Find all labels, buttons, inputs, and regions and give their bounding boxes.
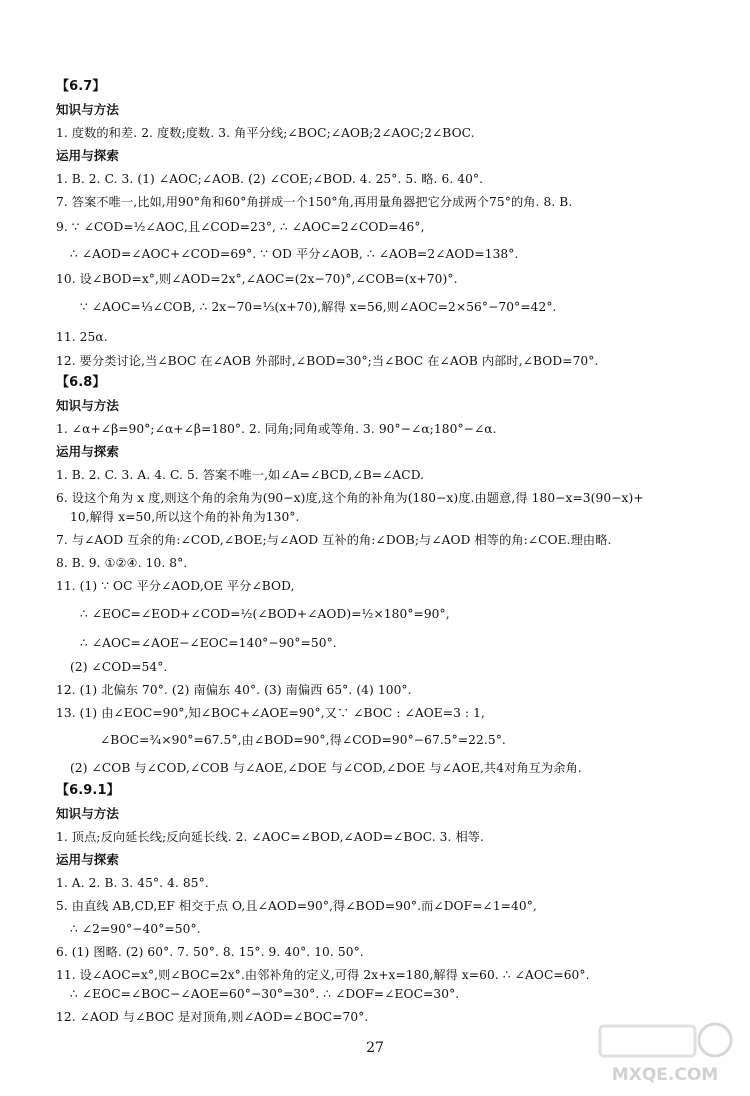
watermark-logo — [590, 1018, 740, 1088]
line-l3: 运用与探索 — [56, 148, 120, 163]
line-l15: 1. B. 2. C. 3. A. 4. C. 5. 答案不唯一,如∠A=∠BCD,∠B=∠ACD. — [56, 468, 425, 482]
line-l37: 12. ∠AOD 与∠BOC 是对顶角,则∠AOD=∠BOC=70°. — [56, 1010, 369, 1024]
line-l7: ∴ ∠AOD=∠AOC+∠COD=69°. ∵ OD 平分∠AOB, ∴ ∠AOB=2∠AOD=138°. — [70, 247, 519, 261]
line-l34: 6. (1) 图略. (2) 60°. 7. 50°. 8. 15°. 9. 40°. 10. 50°. — [56, 945, 364, 959]
line-l19: 8. B. 9. ①②④. 10. 8°. — [56, 556, 188, 570]
line-l16: 6. 设这个角为 x 度,则这个角的余角为(90−x)度,这个角的补角为(180−x)度.由题意,得 180−x=3(90−x)+ — [56, 491, 644, 505]
line-l2: 1. 度数的和差. 2. 度数;度数. 3. 角平分线;∠BOC;∠AOB;2∠AOC;2∠BOC. — [56, 126, 475, 140]
line-l22: ∴ ∠AOC=∠AOE−∠EOC=140°−90°=50°. — [80, 636, 337, 650]
line-l35: 11. 设∠AOC=x°,则∠BOC=2x°.由邻补角的定义,可得 2x+x=180,解得 x=60. ∴ ∠AOC=60°. — [56, 968, 590, 982]
line-l1: 知识与方法 — [56, 102, 120, 117]
line-l31: 1. A. 2. B. 3. 45°. 4. 85°. — [56, 876, 209, 890]
line-l23: (2) ∠COD=54°. — [70, 660, 168, 674]
line-l25: 13. (1) 由∠EOC=90°,知∠BOC+∠AOE=90°,又∵ ∠BOC : ∠AOE=3 : 1, — [56, 706, 485, 720]
line-l28: 知识与方法 — [56, 806, 120, 821]
line-l12: 知识与方法 — [56, 398, 120, 413]
line-l26: ∠BOC=¾×90°=67.5°,由∠BOD=90°,得∠COD=90°−67.5°=22.5°. — [100, 733, 506, 747]
line-l17: 10,解得 x=50,所以这个角的补角为130°. — [70, 510, 300, 524]
line-l32: 5. 由直线 AB,CD,EF 相交于点 O,且∠AOD=90°,得∠BOD=90°.而∠DOF=∠1=40°, — [56, 899, 537, 913]
line-l18: 7. 与∠AOD 互余的角:∠COD,∠BOE;与∠AOD 互补的角:∠DOB;与∠AOD 相等的角:∠COE.理由略. — [56, 533, 612, 547]
line-l5: 7. 答案不唯一,比如,用90°角和60°角拼成一个150°角,再用量角器把它分成两个75°的角. 8. B. — [56, 195, 573, 209]
line-l9: ∵ ∠AOC=⅓∠COB, ∴ 2x−70=⅓(x+70),解得 x=56,则∠AOC=2×56°−70°=42°. — [80, 300, 557, 314]
line-l8: 10. 设∠BOD=x°,则∠AOD=2x°,∠AOC=(2x−70)°,∠COB=(x+70)°. — [56, 272, 458, 286]
line-l13: 1. ∠α+∠β=90°;∠α+∠β=180°. 2. 同角;同角或等角. 3. 90°−∠α;180°−∠α. — [56, 422, 497, 436]
line-h67: 【6.7】 — [56, 79, 106, 94]
line-l30: 运用与探索 — [56, 852, 120, 867]
line-l36: ∴ ∠EOC=∠BOC−∠AOE=60°−30°=30°. ∴ ∠DOF=∠EOC=30°. — [70, 987, 460, 1001]
line-l11: 12. 要分类讨论,当∠BOC 在∠AOB 外部时,∠BOD=30°;当∠BOC 在∠AOB 内部时,∠BOD=70°. — [56, 354, 599, 368]
line-l21: ∴ ∠EOC=∠EOD+∠COD=½(∠BOD+∠AOD)=½×180°=90°, — [80, 607, 450, 621]
line-l24: 12. (1) 北偏东 70°. (2) 南偏东 40°. (3) 南偏西 65°. (4) 100°. — [56, 683, 412, 697]
line-l27: (2) ∠COB 与∠COD,∠COB 与∠AOE,∠DOE 与∠COD,∠DOE 与∠AOE,共4对角互为余角. — [70, 761, 582, 775]
line-l4: 1. B. 2. C. 3. (1) ∠AOC;∠AOB. (2) ∠COE;∠BOD. 4. 25°. 5. 略. 6. 40°. — [56, 172, 484, 186]
line-l10: 11. 25α. — [56, 330, 108, 344]
line-h691: 【6.9.1】 — [56, 783, 120, 798]
page-number: 27 — [366, 1040, 384, 1056]
watermark-text: MXQE.COM — [611, 1065, 719, 1085]
line-l6: 9. ∵ ∠COD=½∠AOC,且∠COD=23°, ∴ ∠AOC=2∠COD=46°, — [56, 220, 425, 234]
line-l29: 1. 顶点;反向延长线;反向延长线. 2. ∠AOC=∠BOD,∠AOD=∠BOC. 3. 相等. — [56, 830, 485, 844]
line-h68: 【6.8】 — [56, 375, 106, 390]
line-l33: ∴ ∠2=90°−40°=50°. — [70, 922, 201, 936]
line-l14: 运用与探索 — [56, 444, 120, 459]
line-l20: 11. (1) ∵ OC 平分∠AOD,OE 平分∠BOD, — [56, 579, 295, 593]
